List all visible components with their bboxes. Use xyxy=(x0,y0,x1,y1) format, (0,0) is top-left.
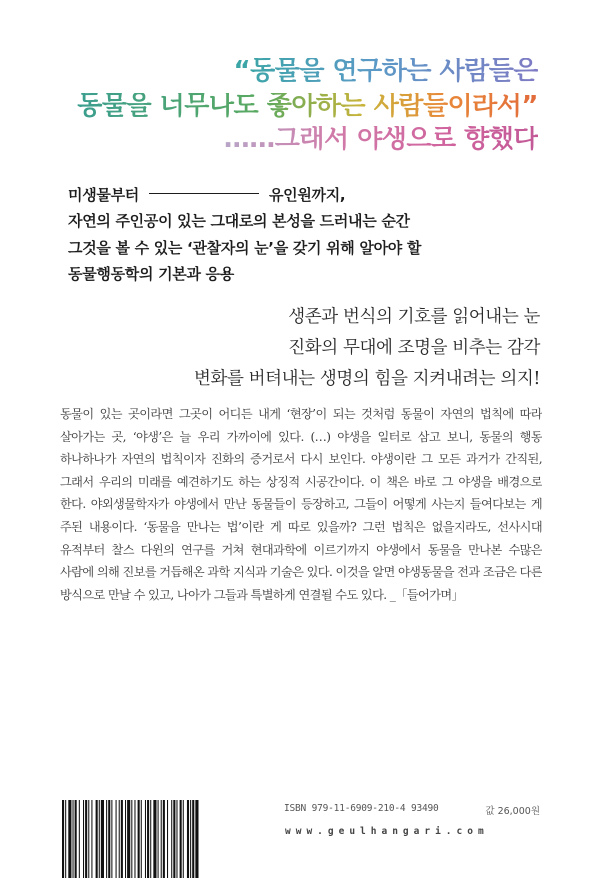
statement-line-2: 진화의 무대에 조명을 비추는 감각 xyxy=(288,338,540,358)
barcode-icon xyxy=(62,800,247,878)
tagline-line-1 xyxy=(68,188,345,203)
barcode xyxy=(62,800,247,878)
statement-line-3: 변화를 버텨내는 생명의 힘을 지켜내려는 의지! xyxy=(193,369,540,389)
statement-line-1: 생존과 번식의 기호를 읽어내는 눈 xyxy=(288,307,540,327)
tagline-end: 유인원까지, xyxy=(268,186,346,204)
headline-line-2: 동물을 너무나도 좋아하는 사람들이라서” xyxy=(77,91,538,121)
dash-rule xyxy=(149,193,259,194)
tagline-line-4: 동물행동학의 기본과 응용 xyxy=(68,265,234,283)
tagline-start: 미생물부터 xyxy=(68,186,139,204)
publisher-website: www.geulhangari.com xyxy=(285,826,489,837)
headline-line-1: “동물을 연구하는 사람들은 xyxy=(233,56,538,86)
excerpt-paragraph: 동물이 있는 곳이라면 그곳이 어디든 내게 ‘현장’이 되는 것처럼 동물이 자연의 법칙에 따라 살아가는 곳, ‘야생’은 늘 우리 가까이에 있다. (…) 야생을 일터로 삼고 보니, 동물의 행동 하나하나가 자연의 법칙이자 진화의 증거로서 다시 보인다. 야생이란 그 모든 과거가 간직된, 그래서 우리의 미래를 예견하기도 하는 상징적 시공간이다. 이 책은 바로 그 야생을 배경으로 한다. 야외생물학자가 야생에서 만난 동물들이 등장하고, 그들이 어떻게 사는지 들여다보는 게 주된 내용이다. ‘동물을 만나는 법’이란 게 따로 있을까? 그런 법칙은 없을지라도, 선사시대 유적부터 찰스 다윈의 연구를 거쳐 현대과학에 이르기까지 야생에서 동물을 만나본 수많은 사람에 의해 진보를 거듭해온 과학 지식과 기술은 있다. 이것을 알면 야생동물을 전과 조금은 다른 방식으로 만날 수 있고, 나아가 그들과 특별하게 연결될 수도 있다. _「들어가며」 xyxy=(60,407,542,602)
headline-line-3: ……그래서 야생으로 향했다 xyxy=(223,124,538,154)
price-label: 값 26,000원 xyxy=(485,806,540,817)
tagline-line-2: 자연의 주인공이 있는 그대로의 본성을 드러내는 순간 xyxy=(68,212,410,230)
isbn-number: ISBN 979-11-6909-210-4 93490 xyxy=(284,803,439,814)
tagline-line-3: 그것을 볼 수 있는 ‘관찰자의 눈’을 갖기 위해 알아야 할 xyxy=(68,239,422,257)
